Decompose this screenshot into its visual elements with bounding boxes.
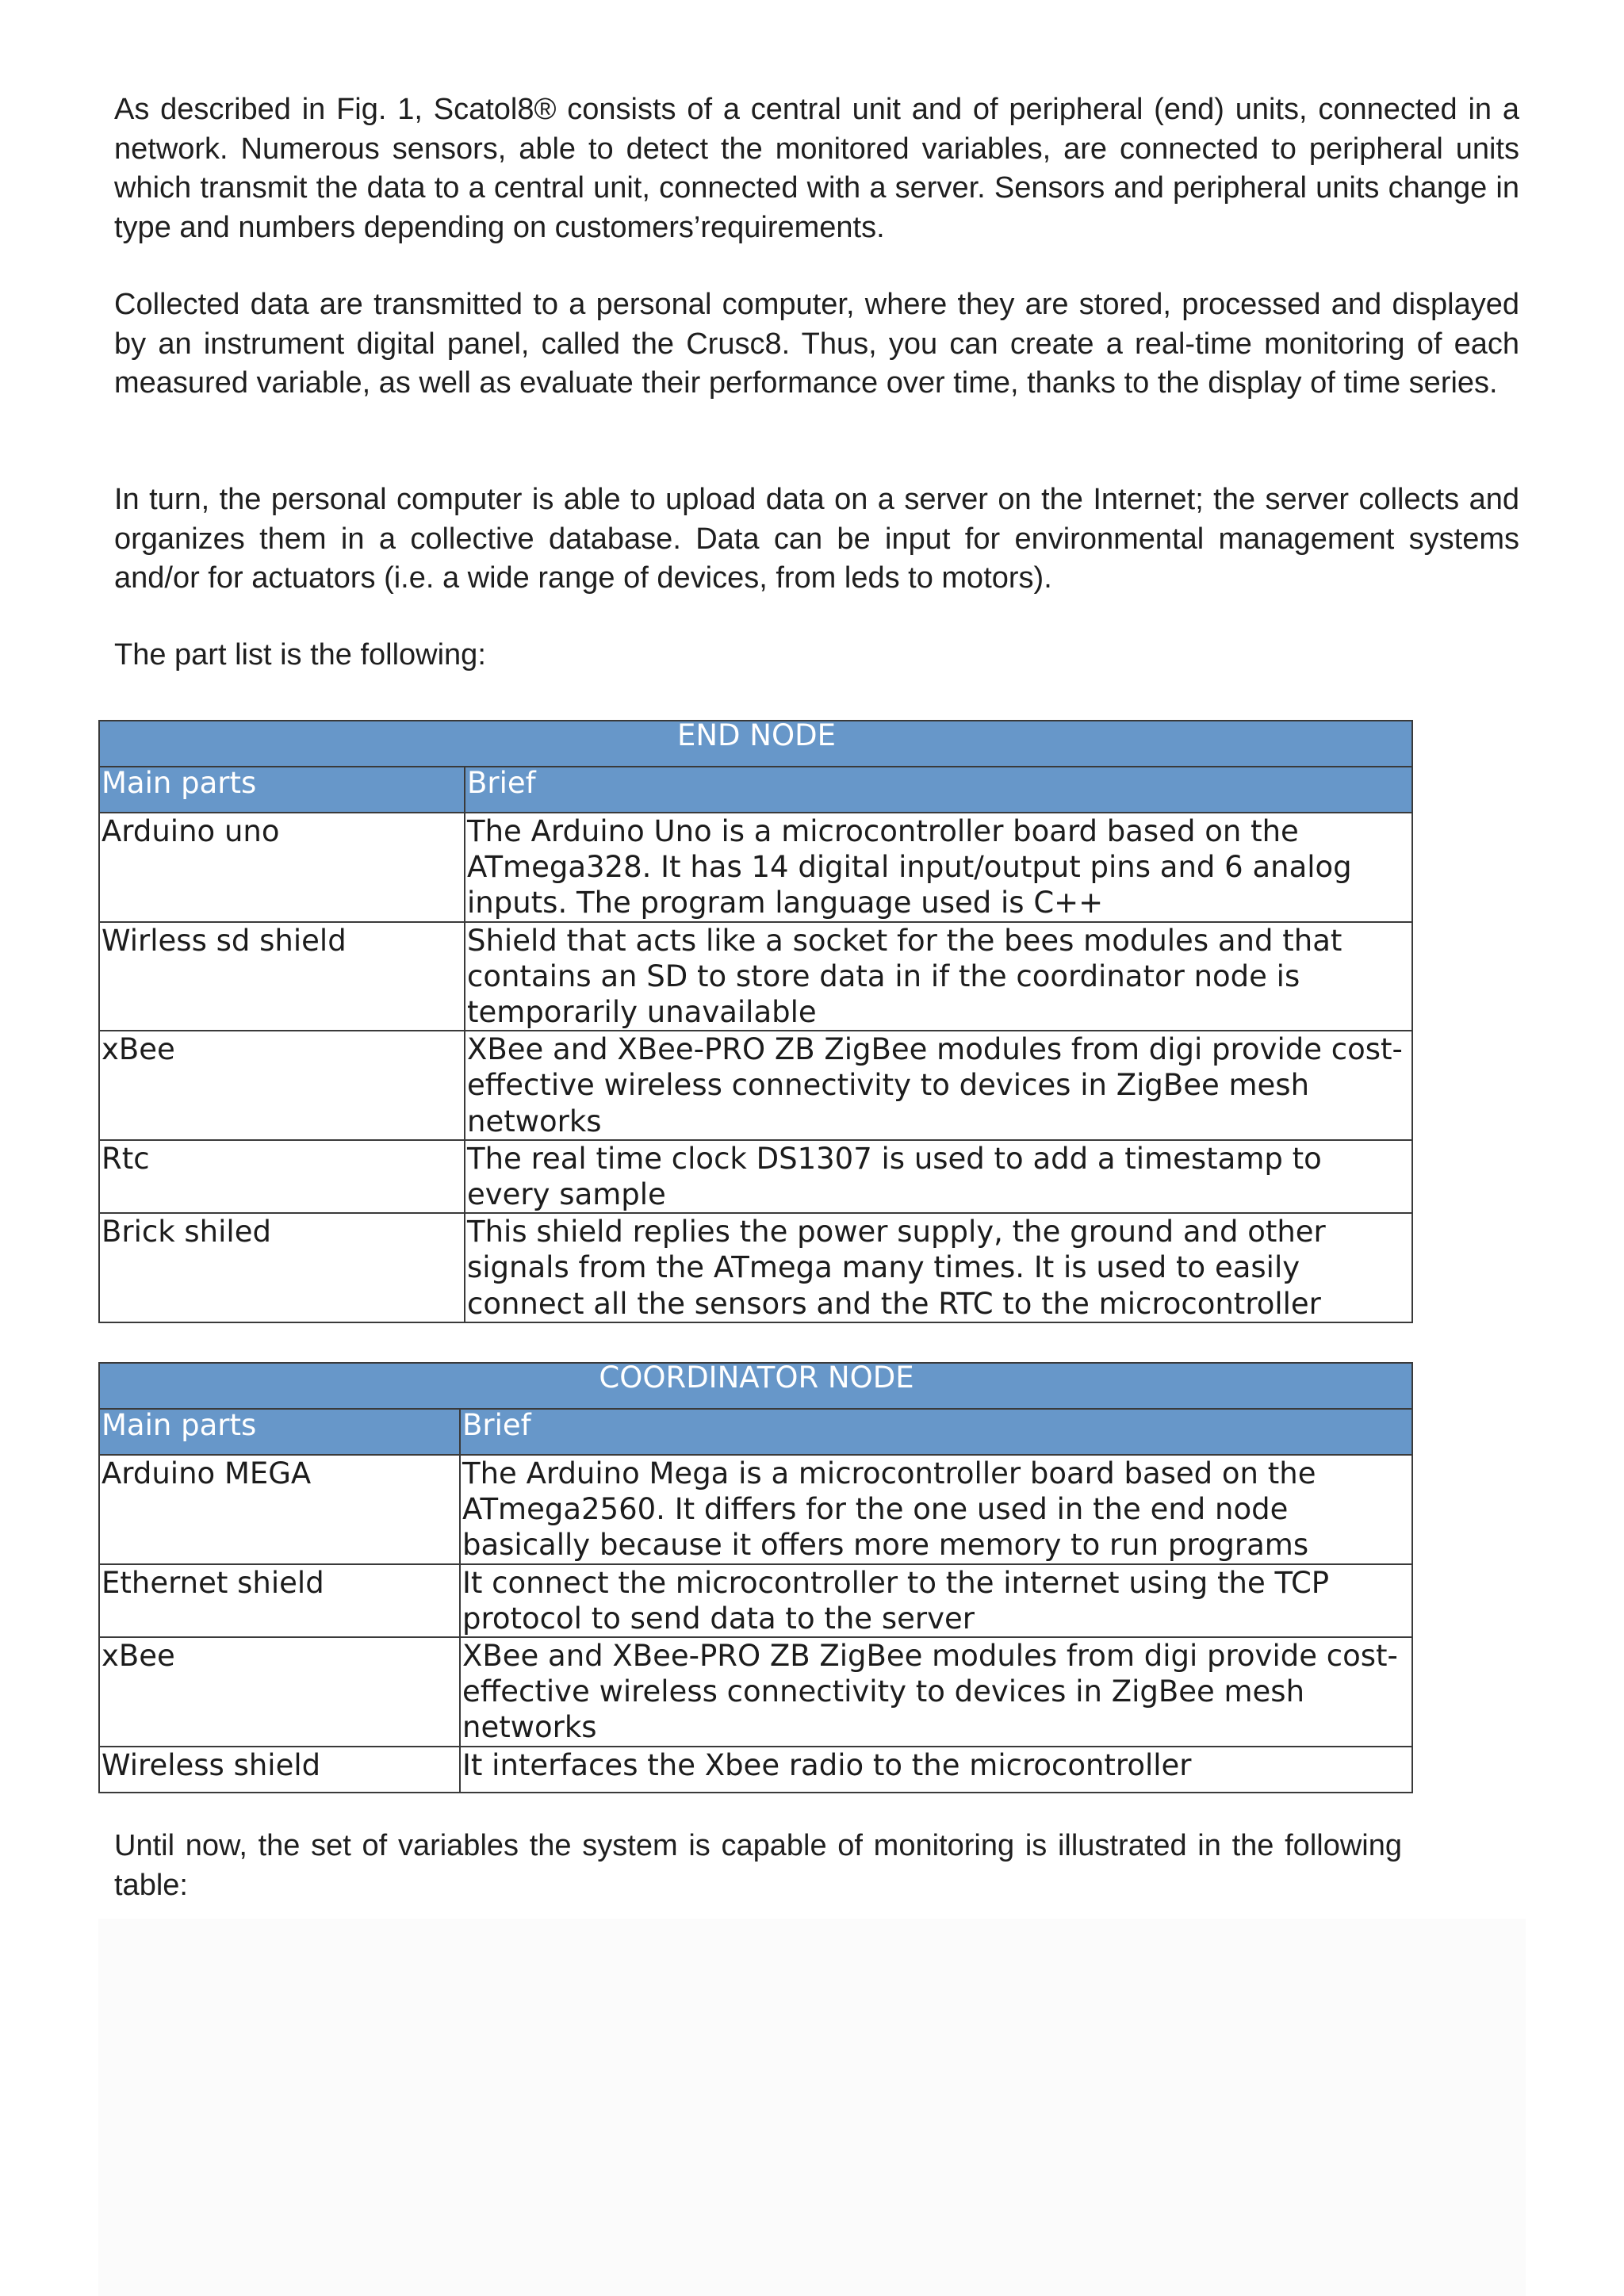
table-row: [99, 1455, 1412, 1564]
part-name-cell: Wirless sd shield: [99, 922, 465, 1031]
table-row: [99, 1637, 1412, 1747]
brief-cell: XBee and XBee-PRO ZB ZigBee modules from digi provide cost- effective wireless connectivity to devices in ZigBee mesh networks: [460, 1637, 1412, 1747]
part-name-cell: Arduino uno: [99, 813, 465, 922]
table-row: [99, 1747, 1412, 1793]
brief-cell: The real time clock DS1307 is used to add a timestamp to every sample: [465, 1140, 1412, 1213]
part-name-cell: Arduino MEGA: [99, 1455, 460, 1564]
collected-data-paragraph: Collected data are transmitted to a personal computer, where they are stored, processed and displayed by an instrument digital panel, called the Crusc8. Thus, you can create a real-time monitoring of each measured variable, as well as evaluate their performance over time, thanks to the display of time series.: [114, 288, 1519, 400]
table-row: [99, 1140, 1412, 1213]
brief-cell: Shield that acts like a socket for the bees modules and that contains an SD to store data in if the coordinator node is temporarily unavailable: [465, 922, 1412, 1031]
part-name-cell: Wireless shield: [99, 1747, 460, 1793]
table-row: [99, 1213, 1412, 1322]
brief-cell: It connect the microcontroller to the internet using the TCP protocol to send data to the server: [460, 1564, 1412, 1637]
part-name-cell: Rtc: [99, 1140, 465, 1213]
table-row: [99, 922, 1412, 1031]
part-name-cell: xBee: [99, 1637, 460, 1747]
end-node-table: [98, 720, 1413, 1323]
column-header-main-parts: Main parts: [99, 767, 465, 813]
part-name-cell: Ethernet shield: [99, 1564, 460, 1637]
brief-cell: The Arduino Mega is a microcontroller board based on the ATmega2560. It differs for the one used in the end node basically because it offers more memory to run programs: [460, 1455, 1412, 1564]
end-node-table-title: END NODE: [99, 721, 1412, 767]
coordinator-node-table-title: COORDINATOR NODE: [99, 1363, 1412, 1409]
part-name-cell: xBee: [99, 1031, 465, 1140]
brief-cell: The Arduino Uno is a microcontroller board based on the ATmega328. It has 14 digital input/output pins and 6 analog inputs. The program language used is C++: [465, 813, 1412, 922]
server-paragraph: In turn, the personal computer is able to upload data on a server on the Internet; the server collects and organizes them in a collective database. Data can be input for environmental management systems and/or for actuators (i.e. a wide range of devices, from leds to motors).: [114, 483, 1519, 595]
brief-cell: It interfaces the Xbee radio to the microcontroller: [460, 1747, 1412, 1793]
table-row: [99, 813, 1412, 922]
brief-cell: XBee and XBee-PRO ZB ZigBee modules from digi provide cost- effective wireless connectivity to devices in ZigBee mesh networks: [465, 1031, 1412, 1140]
part-name-cell: Brick shiled: [99, 1213, 465, 1322]
table-row: [99, 1031, 1412, 1140]
column-header-brief: Brief: [460, 1409, 1412, 1455]
background-band: [98, 1919, 1526, 2296]
part-list-intro: The part list is the following:: [114, 638, 486, 672]
coordinator-node-table: [98, 1362, 1413, 1793]
column-header-brief: Brief: [465, 767, 1412, 813]
closing-paragraph: Until now, the set of variables the system is capable of monitoring is illustrated in the following table:: [114, 1829, 1402, 1902]
table-row: [99, 1564, 1412, 1637]
intro-paragraph: As described in Fig. 1, Scatol8® consists of a central unit and of peripheral (end) units, connected in a network. Numerous sensors, able to detect the monitored variables, are connected to peripheral units which transmit the data to a central unit, connected with a server. Sensors and peripheral units change in type and numbers depending on customers’requirements.: [114, 93, 1519, 244]
brief-cell: This shield replies the power supply, the ground and other signals from the ATmega many times. It is used to easily connect all the sensors and the RTC to the microcontroller: [465, 1213, 1412, 1322]
column-header-main-parts: Main parts: [99, 1409, 460, 1455]
